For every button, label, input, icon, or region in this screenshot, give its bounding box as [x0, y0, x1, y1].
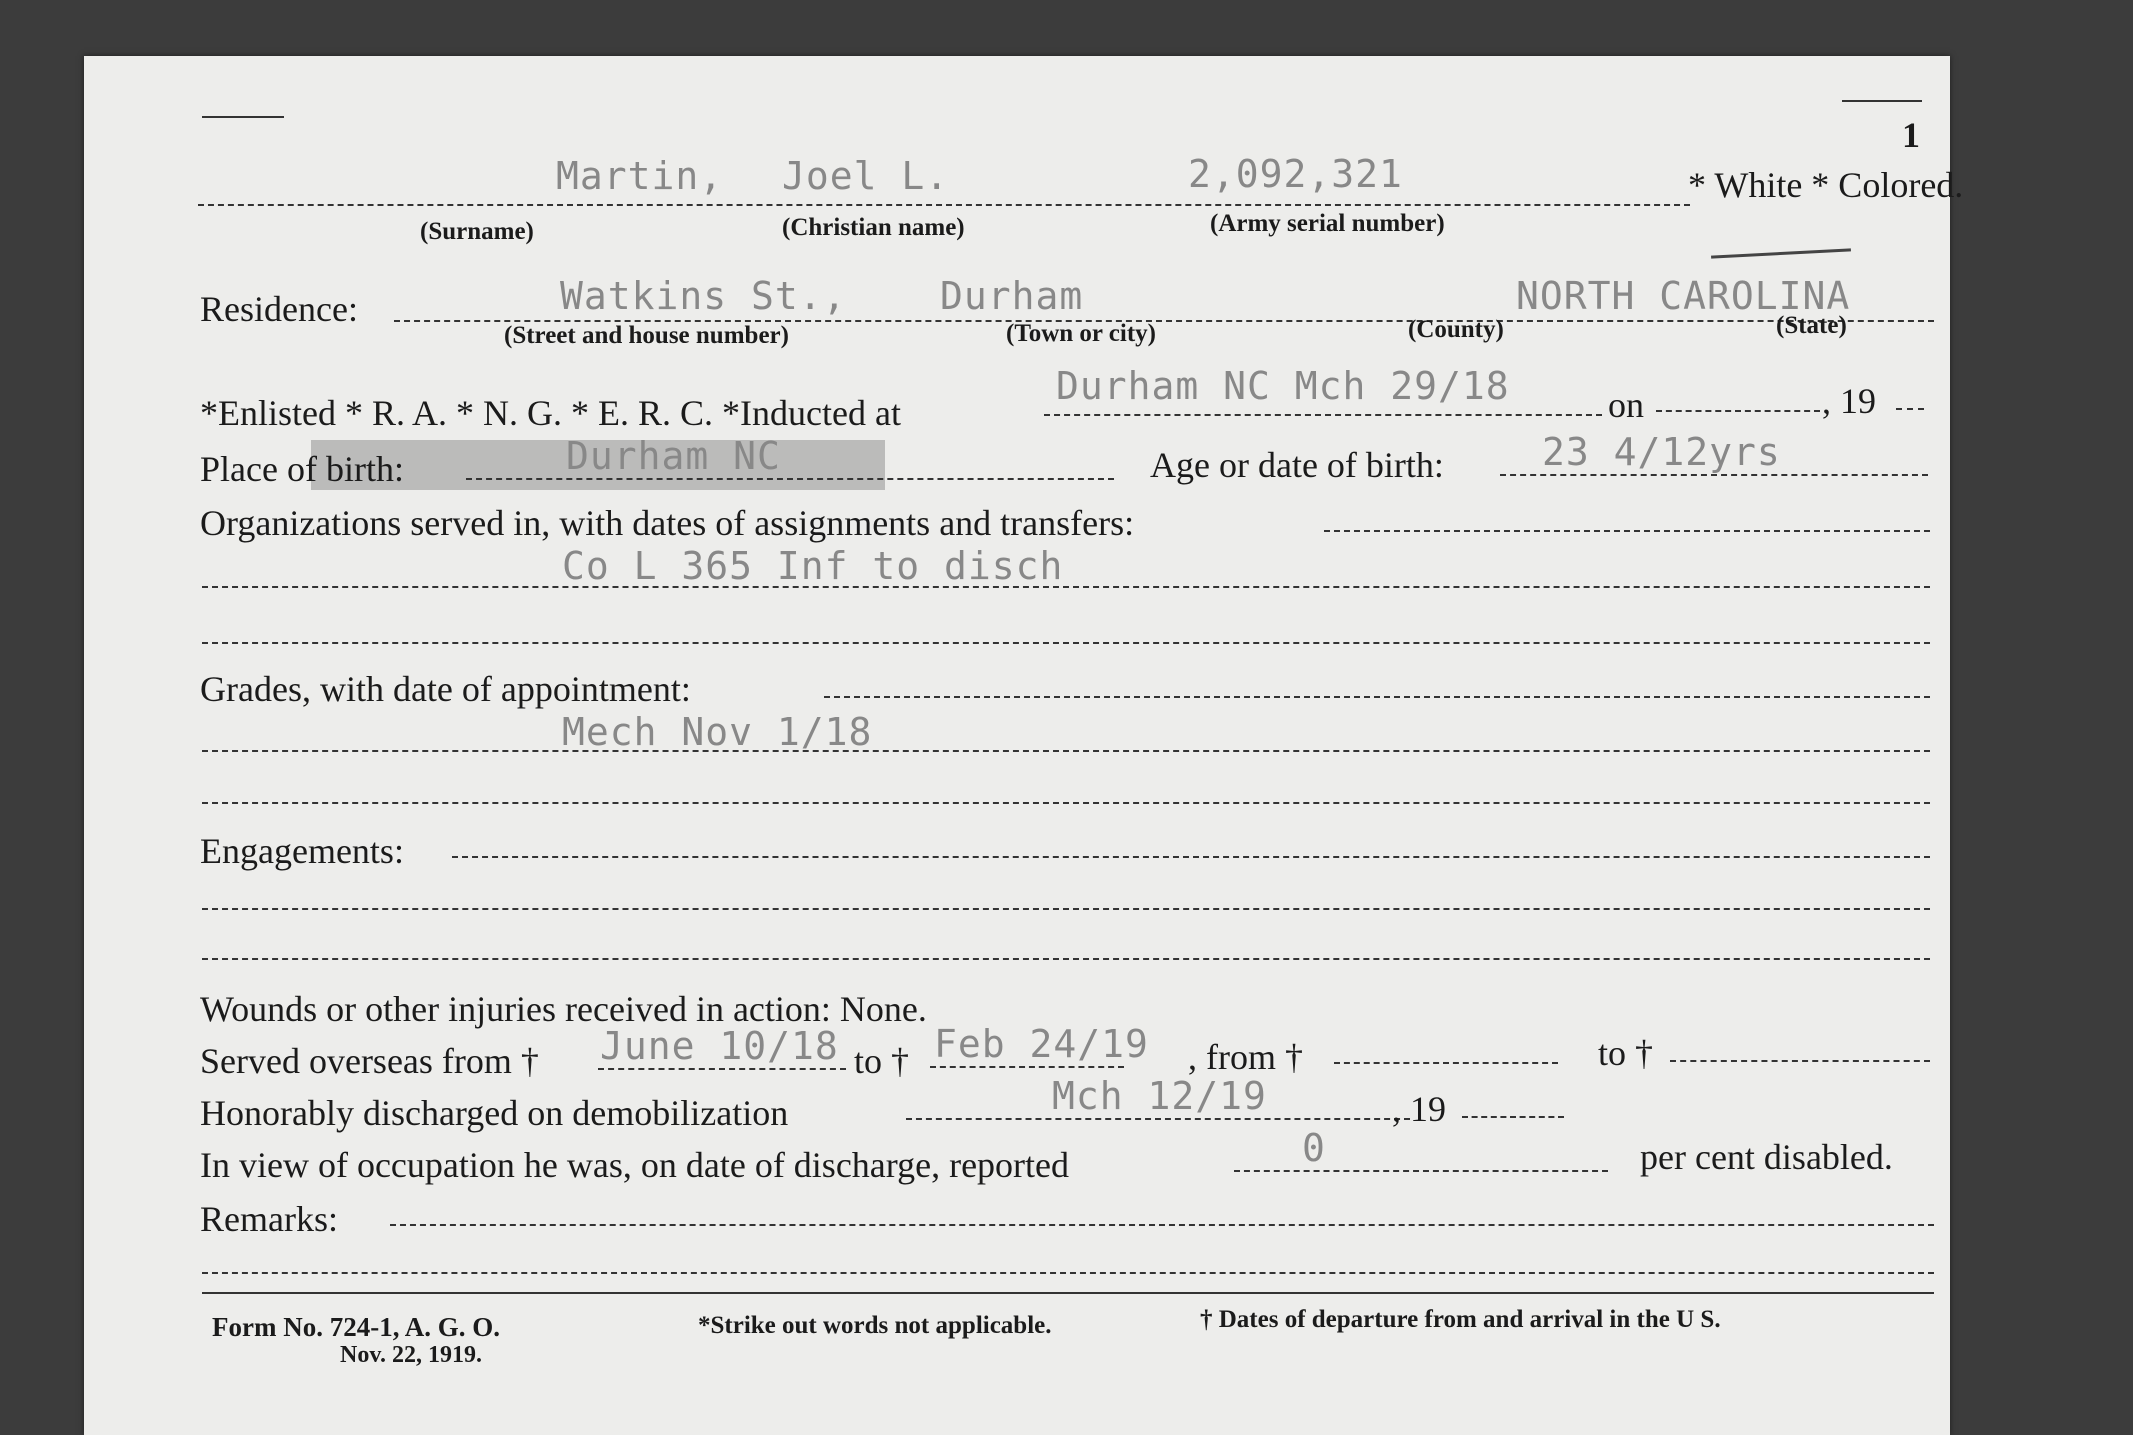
birthplace-value: Durham NC: [566, 434, 781, 478]
engagements-label: Engagements:: [200, 831, 404, 871]
inducted-year-line: [1896, 408, 1924, 410]
second-to-label: to †: [1598, 1033, 1654, 1073]
top-right-rule: [1842, 100, 1922, 102]
grades-label: Grades, with date of appointment:: [200, 669, 691, 709]
form-number: Form No. 724-1, A. G. O.: [212, 1312, 500, 1342]
remarks-line-0: [390, 1224, 1934, 1226]
christian-name-value: Joel L.: [782, 154, 950, 198]
engagements-line-2: [202, 958, 1930, 960]
inducted-value: Durham NC Mch 29/18: [1056, 364, 1510, 408]
discharged-label: Honorably discharged on demobilization: [200, 1093, 789, 1133]
occupation-label: In view of occupation he was, on date of discharge, reported: [200, 1145, 1070, 1185]
residence-label: Residence:: [200, 289, 358, 329]
town-caption: (Town or city): [1006, 320, 1156, 347]
inducted-line: [1044, 414, 1602, 416]
form-date: Nov. 22, 1919.: [340, 1342, 483, 1368]
birthplace-line: [466, 478, 1114, 480]
surname-value: Martin,: [556, 154, 724, 198]
state-caption: (State): [1776, 312, 1847, 339]
footer-rule: [202, 1292, 1934, 1294]
disabled-line: [1234, 1170, 1608, 1172]
organizations-line-0: [1324, 530, 1930, 532]
street-caption: (Street and house number): [504, 322, 789, 349]
serial-number-value: 2,092,321: [1188, 152, 1403, 196]
grades-line-0: [824, 696, 1930, 698]
discharged-year-label: , 19: [1392, 1089, 1446, 1129]
organizations-label: Organizations served in, with dates of assignments and transfers:: [200, 503, 1135, 543]
service-record-card: [84, 56, 1964, 1435]
grades-value: Mech Nov 1/18: [562, 710, 873, 754]
organizations-line-1: [202, 586, 1930, 588]
organizations-line-2: [202, 642, 1930, 644]
race-label: * White * Colored.: [1688, 165, 1964, 205]
age-line: [1500, 474, 1928, 476]
name-line: [198, 204, 1690, 206]
age-value: 23 4/12yrs: [1542, 430, 1781, 474]
discharged-year-line: [1462, 1116, 1564, 1118]
second-from-label: , from †: [1188, 1037, 1303, 1077]
town-value: Durham: [940, 274, 1084, 318]
overseas-from-line: [598, 1068, 846, 1070]
organizations-value: Co L 365 Inf to disch: [562, 544, 1064, 588]
on-line: [1656, 410, 1820, 412]
strike-out-note: *Strike out words not applicable.: [698, 1312, 1052, 1339]
engagements-line-0: [452, 856, 1930, 858]
discharged-value: Mch 12/19: [1052, 1074, 1267, 1118]
surname-caption: (Surname): [420, 218, 534, 245]
christian-name-caption: (Christian name): [782, 214, 965, 241]
birthplace-label: Place of birth:: [200, 449, 404, 489]
white-strikethrough: [1711, 248, 1851, 258]
engagements-line-1: [202, 908, 1930, 910]
second-to-line: [1670, 1060, 1930, 1062]
page-number: 1: [1902, 115, 1920, 155]
discharged-line: [906, 1118, 1410, 1120]
grades-line-2: [202, 802, 1930, 804]
enlisted-label: *Enlisted * R. A. * N. G. * E. R. C. *Inducted at: [200, 393, 901, 433]
top-left-rule: [202, 116, 284, 118]
overseas-label: Served overseas from †: [200, 1041, 539, 1081]
departure-dates-note: † Dates of departure from and arrival in the U S.: [1200, 1306, 1721, 1333]
state-value: NORTH CAROLINA: [1516, 274, 1851, 318]
second-from-line: [1334, 1062, 1558, 1064]
overseas-from-value: June 10/18: [600, 1024, 839, 1068]
age-label: Age or date of birth:: [1150, 445, 1444, 485]
inducted-year-label: , 19: [1822, 381, 1876, 421]
disabled-label: per cent disabled.: [1640, 1137, 1893, 1177]
disabled-value: 0: [1302, 1126, 1326, 1170]
county-caption: (County): [1408, 316, 1504, 343]
remarks-line-1: [202, 1272, 1934, 1274]
overseas-to-label: to †: [854, 1041, 910, 1081]
overseas-to-line: [930, 1066, 1124, 1068]
overseas-to-value: Feb 24/19: [934, 1022, 1149, 1066]
on-label: on: [1608, 385, 1644, 425]
street-value: Watkins St.,: [560, 274, 847, 318]
remarks-label: Remarks:: [200, 1199, 338, 1239]
wounds-label: Wounds or other injuries received in action: None.: [200, 989, 927, 1029]
serial-number-caption: (Army serial number): [1210, 210, 1445, 237]
grades-line-1: [202, 750, 1930, 752]
